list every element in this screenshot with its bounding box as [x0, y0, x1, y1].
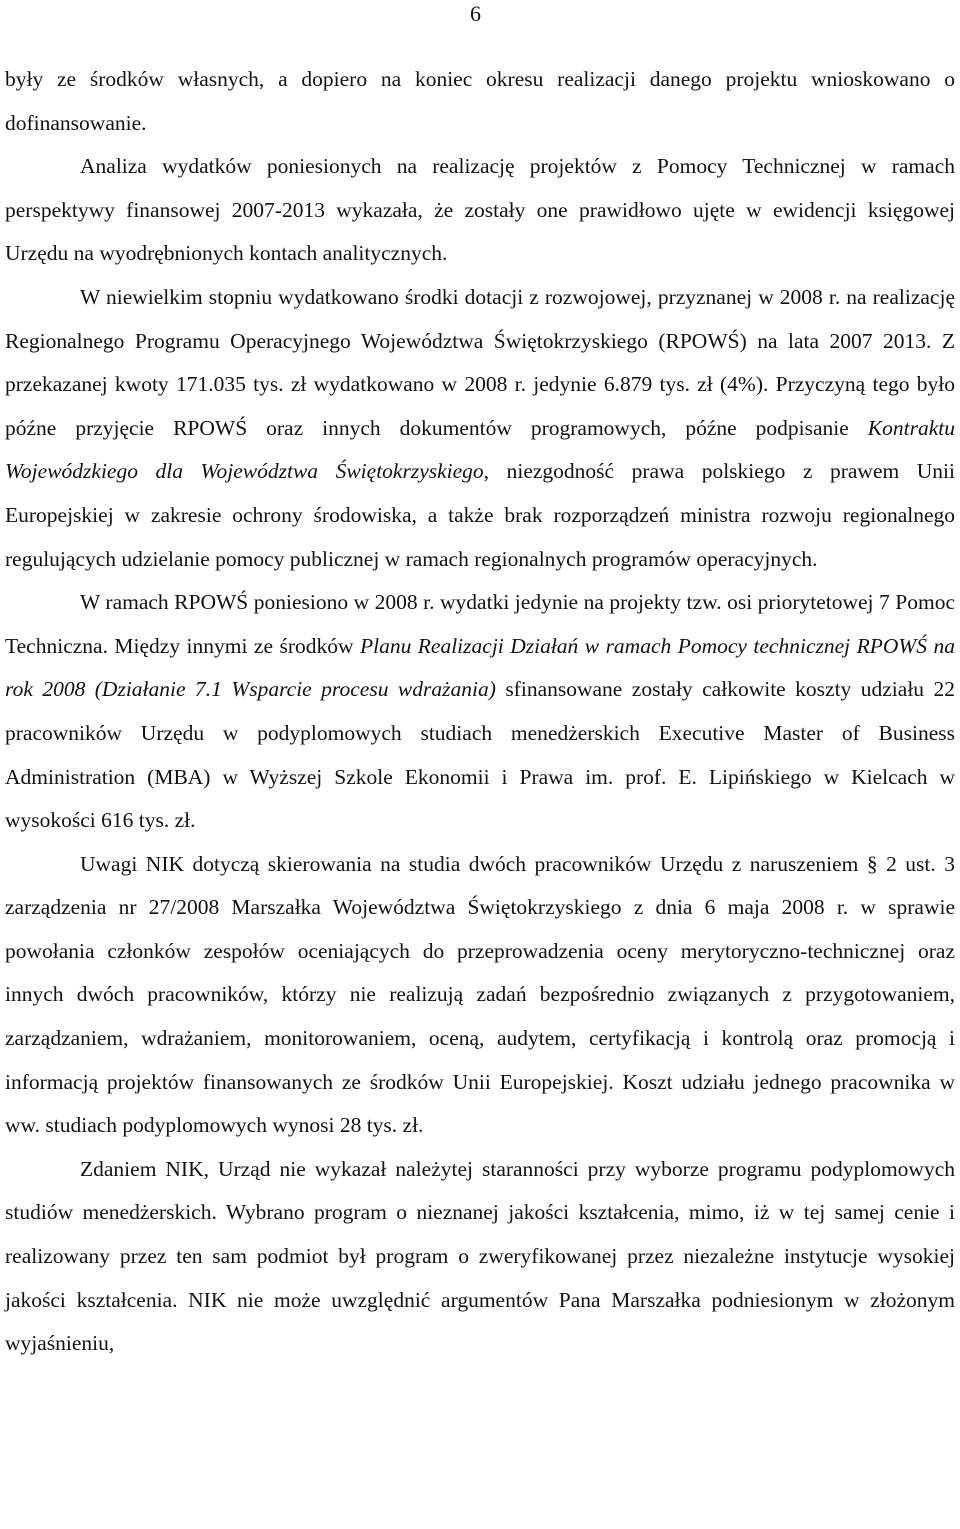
paragraph-3 [5, 276, 955, 581]
paragraph-1: były ze środków własnych, a dopiero na koniec okresu realizacji danego projektu wnioskowano o dofinansowanie. [5, 67, 955, 135]
paragraph-3-text-a: W niewielkim stopniu wydatkowano środki dotacji z rozwojowej, przyznanej w 2008 r. na realizację Regionalnego Programu Operacyjnego Województwa Świętokrzyskiego (RPOWŚ) na lata 2007 2013. Z przekazanej kwoty 171.035 tys. zł wydatkowano w 2008 r. jedynie 6.879 tys. zł (4%). Przyczyną tego było późne przyjęcie RPOWŚ oraz innych dokumentów programowych, późne podpisanie [5, 284, 955, 440]
paragraph-4-italic: Planu Realizacji Działań w ramach Pomocy technicznej RPOWŚ na rok 2008 (Działanie 7.1 Wsparcie procesu wdrażania) [5, 633, 955, 702]
paragraph-3-text-b: , niezgodność prawa polskiego z prawem Unii Europejskiej w zakresie ochrony środowiska, a także brak rozporządzeń ministra rozwoju regionalnego regulujących udzielanie pomocy publicznej w ramach regionalnych programów operacyjnych. [5, 459, 955, 571]
paragraph-2: Analiza wydatków poniesionych na realizację projektów z Pomocy Technicznej w ramach perspektywy finansowej 2007-2013 wykazała, że zostały one prawidłowo ujęte w ewidencji księgowej Urzędu na wyodrębnionych kontach analitycznych. [5, 154, 955, 266]
paragraph-5: Uwagi NIK dotyczą skierowania na studia dwóch pracowników Urzędu z naruszeniem § 2 ust. 3 zarządzenia nr 27/2008 Marszałka Województwa Świętokrzyskiego z dnia 6 maja 2008 r. w sprawie powołania członków zespołów oceniających do przeprowadzenia oceny merytoryczno-technicznej oraz innych dwóch pracowników, którzy nie realizują zadań bezpośrednio związanych z przygotowaniem, zarządzaniem, wdrażaniem, monitorowaniem, oceną, audytem, certyfikacją i kontrolą oraz promocją i informacją projektów finansowanych ze środków Unii Europejskiej. Koszt udziału jednego pracownika w ww. studiach podyplomowych wynosi 28 tys. zł. [5, 851, 955, 1138]
paragraph-6: Zdaniem NIK, Urząd nie wykazał należytej staranności przy wyborze programu podyplomowych studiów menedżerskich. Wybrano program o nieznanej jakości kształcenia, mimo, iż w tej samej cenie i realizowany przez ten sam podmiot był program o zweryfikowanej przez niezależne instytucje wysokiej jakości kształcenia. NIK nie może uwzględnić argumentów Pana Marszałka podniesionym w złożonym wyjaśnieniu, [5, 1156, 955, 1356]
document-body [5, 58, 955, 1366]
paragraph-3-italic: Kontraktu Wojewódzkiego dla Województwa Świętokrzyskiego [5, 415, 955, 484]
paragraph-4 [5, 581, 955, 843]
page-number: 6 [470, 1, 481, 26]
paragraph-4-text-b: sfinansowane zostały całkowite koszty udziału 22 pracowników Urzędu w podyplomowych studiach menedżerskich Executive Master of Business Administration (MBA) w Wyższej Szkole Ekonomii i Prawa im. prof. E. Lipińskiego w Kielcach w wysokości 616 tys. zł. [5, 677, 955, 833]
paragraph-4-text-a: W ramach RPOWŚ poniesiono w 2008 r. wydatki jedynie na projekty tzw. osi priorytetowej 7 Pomoc Techniczna. Między innymi ze środków [5, 590, 955, 658]
